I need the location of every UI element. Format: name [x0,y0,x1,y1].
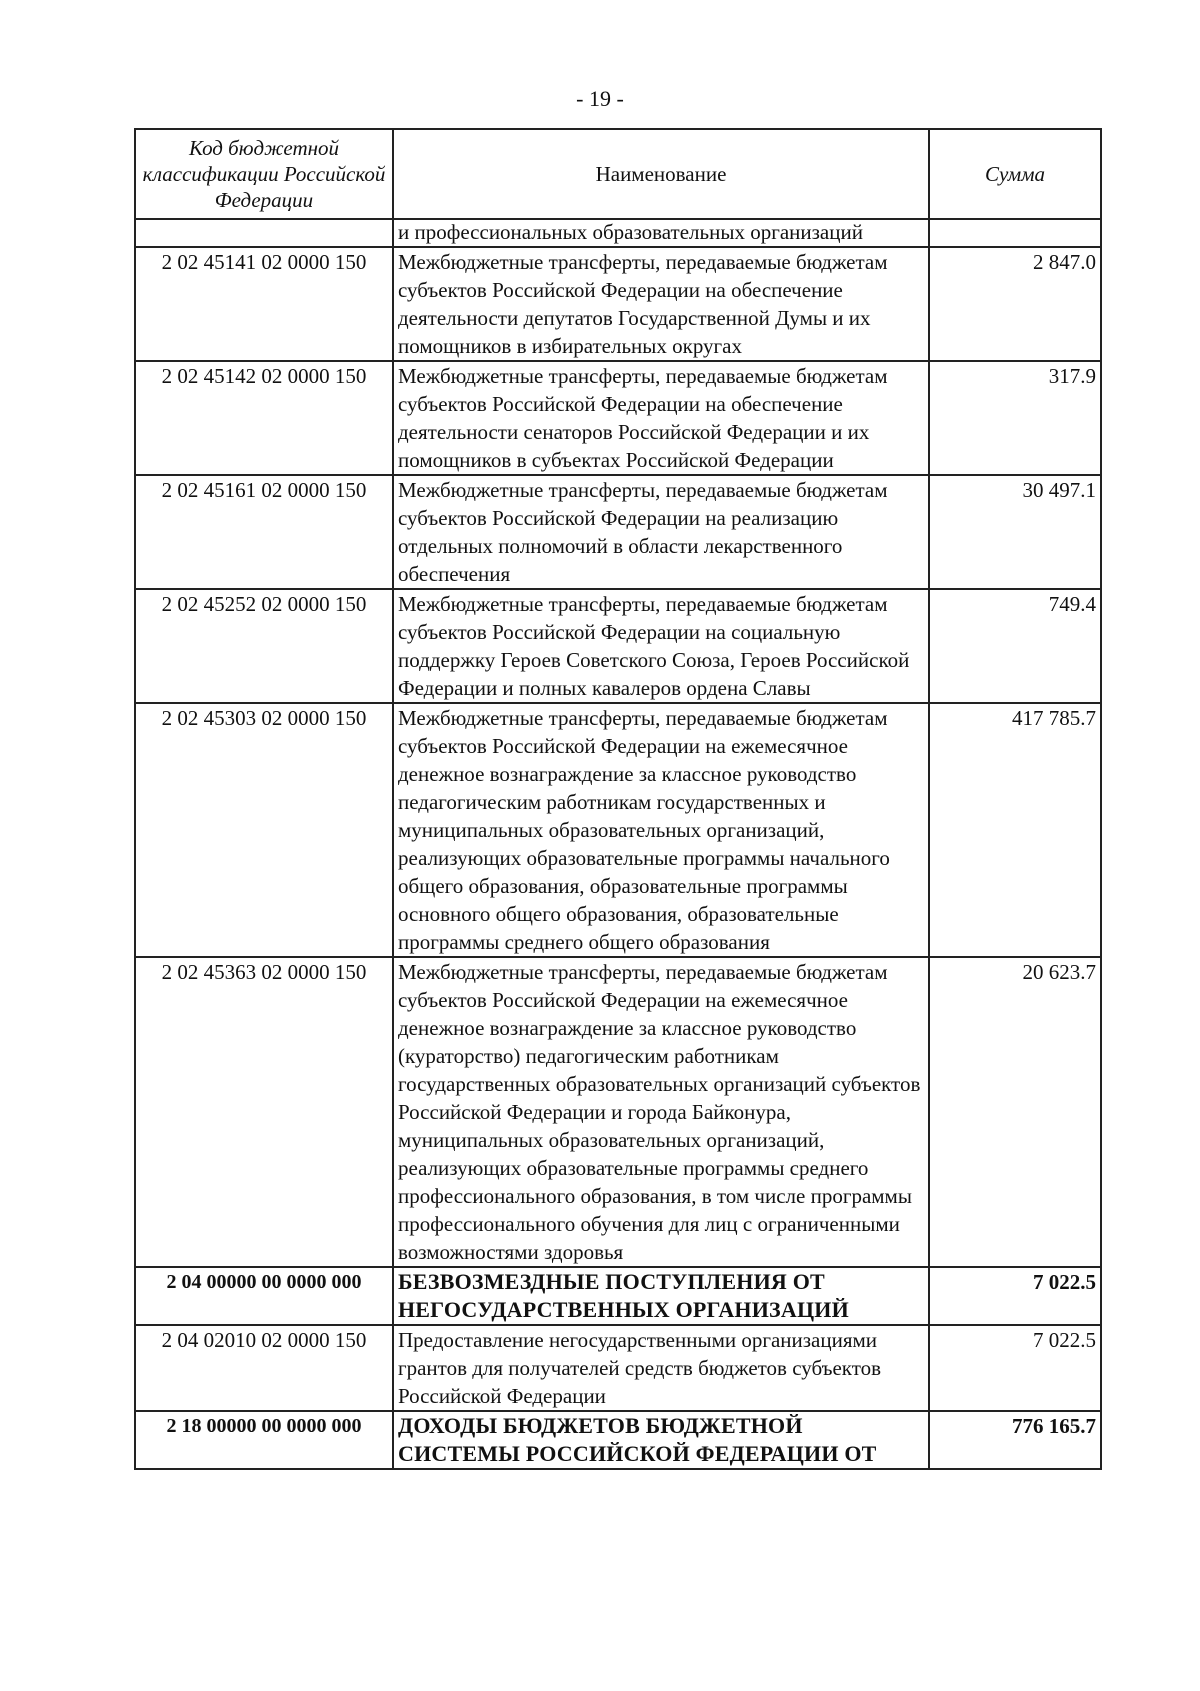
cell-amount: 7 022.5 [929,1267,1101,1325]
cell-code-empty [135,219,393,247]
cell-amount: 776 165.7 [929,1411,1101,1469]
cell-code: 2 02 45141 02 0000 150 [135,247,393,361]
cell-code: 2 02 45303 02 0000 150 [135,703,393,957]
cell-name: Межбюджетные трансферты, передаваемые бюджетам субъектов Российской Федерации на реализацию отдельных полномочий в области лекарственного обеспечения [393,475,929,589]
table-header-row [135,129,1101,219]
cell-name: БЕЗВОЗМЕЗДНЫЕ ПОСТУПЛЕНИЯ ОТ НЕГОСУДАРСТВЕННЫХ ОРГАНИЗАЦИЙ [393,1267,929,1325]
table-row [135,361,1101,475]
header-code: Код бюджетной классификации Российской Федерации [135,129,393,219]
cell-code: 2 02 45142 02 0000 150 [135,361,393,475]
cell-name: Межбюджетные трансферты, передаваемые бюджетам субъектов Российской Федерации на социальную поддержку Героев Советского Союза, Героев Российской Федерации и полных кавалеров ордена Славы [393,589,929,703]
cell-amount: 30 497.1 [929,475,1101,589]
cell-amount: 2 847.0 [929,247,1101,361]
table-row [135,475,1101,589]
cell-name-continuation: и профессиональных образовательных организаций [393,219,929,247]
table-row [135,703,1101,957]
cell-amount: 417 785.7 [929,703,1101,957]
cell-code: 2 02 45161 02 0000 150 [135,475,393,589]
cell-code: 2 02 45363 02 0000 150 [135,957,393,1267]
cell-amount-empty [929,219,1101,247]
cell-amount: 749.4 [929,589,1101,703]
cell-amount: 317.9 [929,361,1101,475]
page-number: - 19 - [576,86,624,111]
cell-name: Межбюджетные трансферты, передаваемые бюджетам субъектов Российской Федерации на обеспечение деятельности сенаторов Российской Федерации и их помощников в субъектах Российской Федерации [393,361,929,475]
cell-code: 2 02 45252 02 0000 150 [135,589,393,703]
table-row-continuation [135,219,1101,247]
cell-name: Межбюджетные трансферты, передаваемые бюджетам субъектов Российской Федерации на ежемесячное денежное вознаграждение за классное руководство (кураторство) педагогическим работникам государственных образовательных организаций субъектов Российской Федерации и города Байконура, муниципальных образовательных организаций, реализующих образовательные программы среднего профессионального образования, в том числе программы профессионального обучения для лиц с ограниченными возможностями здоровья [393,957,929,1267]
cell-name: Предоставление негосударственными организациями грантов для получателей средств бюджетов субъектов Российской Федерации [393,1325,929,1411]
cell-amount: 20 623.7 [929,957,1101,1267]
header-amount: Сумма [929,129,1101,219]
cell-code: 2 04 00000 00 0000 000 [135,1267,393,1325]
table-row [135,1325,1101,1411]
cell-name: Межбюджетные трансферты, передаваемые бюджетам субъектов Российской Федерации на обеспечение деятельности депутатов Государственной Думы и их помощников в избирательных округах [393,247,929,361]
table-row [135,247,1101,361]
cell-name: ДОХОДЫ БЮДЖЕТОВ БЮДЖЕТНОЙ СИСТЕМЫ РОССИЙСКОЙ ФЕДЕРАЦИИ ОТ [393,1411,929,1469]
budget-table [134,128,1102,1470]
cell-amount: 7 022.5 [929,1325,1101,1411]
header-name: Наименование [393,129,929,219]
cell-name: Межбюджетные трансферты, передаваемые бюджетам субъектов Российской Федерации на ежемесячное денежное вознаграждение за классное руководство педагогическим работникам государственных и муниципальных образовательных организаций, реализующих образовательные программы начального общего образования, образовательные программы основного общего образования, образовательные программы среднего общего образования [393,703,929,957]
cell-code: 2 18 00000 00 0000 000 [135,1411,393,1469]
table-row-section-total [135,1411,1101,1469]
table-row [135,957,1101,1267]
table-row [135,589,1101,703]
table-row-section-total [135,1267,1101,1325]
cell-code: 2 04 02010 02 0000 150 [135,1325,393,1411]
